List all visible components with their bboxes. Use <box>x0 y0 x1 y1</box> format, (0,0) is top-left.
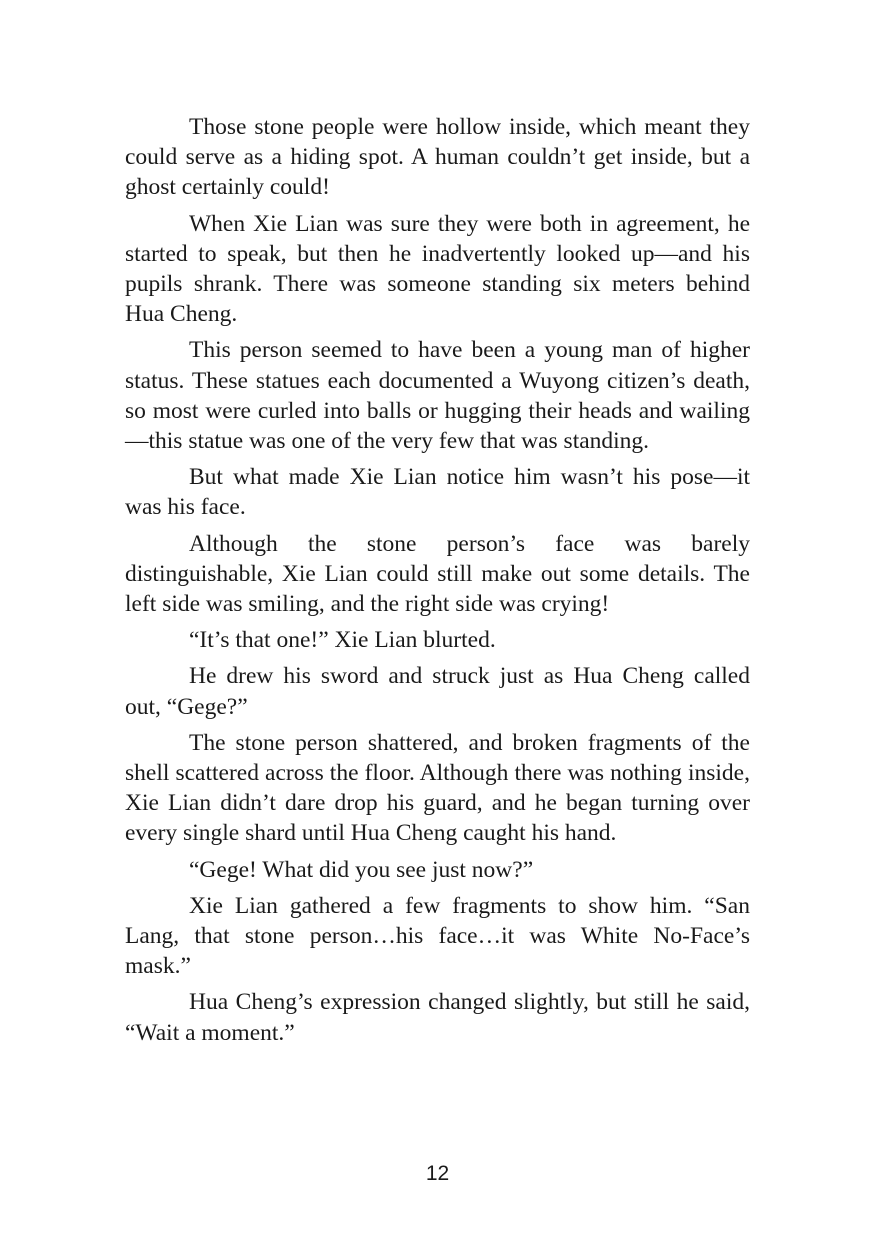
paragraph-10: Xie Lian gathered a few fragments to show him. “San Lang, that stone person…his face…it was White No-Face’s mask.” <box>125 892 750 980</box>
page-number: 12 <box>425 1162 450 1185</box>
paragraph-5: Although the stone person’s face was barely distinguishable, Xie Lian could still make out some details. The left side was smiling, and the right side was crying! <box>125 530 750 618</box>
paragraph-7: He drew his sword and struck just as Hua Cheng called out, “Gege?” <box>125 663 750 720</box>
paragraph-9: “Gege! What did you see just now?” <box>189 856 534 883</box>
paragraph-4: But what made Xie Lian notice him wasn’t his pose—it was his face. <box>125 464 750 521</box>
paragraph-2: When Xie Lian was sure they were both in agreement, he started to speak, but then he inadvertently looked up—and his pupils shrank. There was someone standing six meters behind Hua Cheng. <box>125 210 750 328</box>
paragraph-6: “It’s that one!” Xie Lian blurted. <box>189 627 496 654</box>
page-body <box>125 112 750 1054</box>
paragraph-11: Hua Cheng’s expression changed slightly, but still he said, “Wait a moment.” <box>125 989 750 1046</box>
paragraph-1: Those stone people were hollow inside, which meant they could serve as a hiding spot. A human couldn’t get inside, but a ghost certainly could! <box>125 114 750 201</box>
paragraph-3: This person seemed to have been a young man of higher status. These statues each documented a Wuyong citizen’s death, so most were curled into balls or hugging their heads and wailing—this statue was one of the very few that was standing. <box>125 337 750 455</box>
paragraph-8: The stone person shattered, and broken fragments of the shell scattered across the floor. Although there was nothing inside, Xie Lian didn’t dare drop his guard, and he began turning over every single shard until Hua Cheng caught his hand. <box>125 729 750 847</box>
